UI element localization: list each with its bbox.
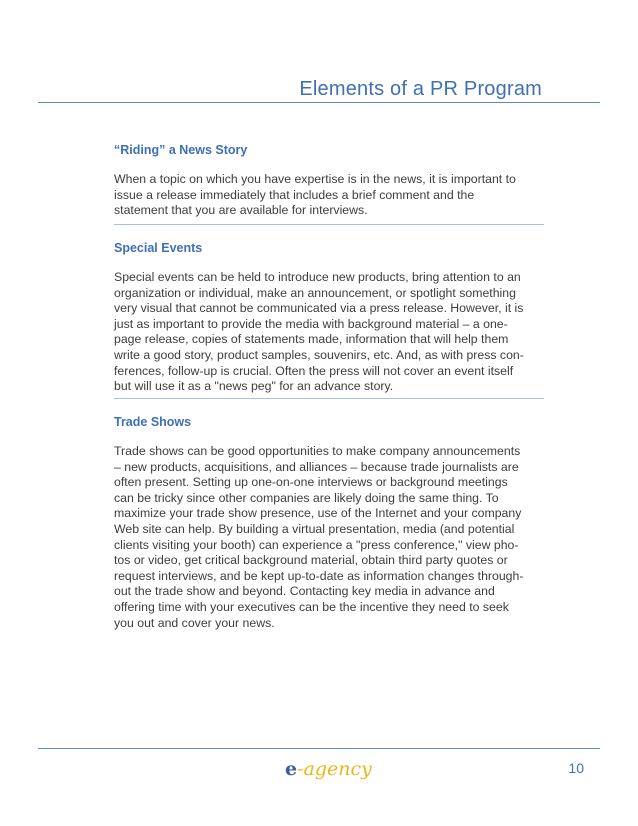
e-agency-logo [285, 758, 372, 780]
section-divider [114, 224, 544, 225]
section-trade-shows [114, 414, 544, 631]
section-riding-news-story [114, 142, 544, 219]
section-heading: Trade Shows [114, 415, 192, 429]
logo-e: e [285, 758, 298, 780]
section-body: Trade shows can be good opportunities to make company announcements – new products, acquisitions, and alliances – because trade journalists are often present. Setting up one-on-one interviews or background meetings can be tricky since other companies are likely doing the same thing. To maximize your trade show presence, use of the Internet and your company Web site can help. By building a virtual presentation, media (and potential clients visiting your booth) can experience a "press conference," view pho- tos or video, get critical background material, obtain third party quotes or request interviews, and be kept up-to-date as information changes through- out the trade show and beyond. Contacting key media in advance and offering time with your executives can be the incentive they need to seek you out and cover your news. [114, 444, 524, 630]
page-title: Elements of a PR Program [299, 78, 542, 100]
header-rule [38, 102, 600, 103]
page-number: 10 [568, 760, 584, 776]
section-divider [114, 398, 544, 399]
footer-rule [38, 748, 600, 749]
section-special-events [114, 240, 544, 395]
section-heading: Special Events [114, 241, 203, 255]
section-body: When a topic on which you have expertise is in the news, it is important to issue a release immediately that includes a brief comment and the statement that you are available for interviews. [114, 172, 516, 218]
section-heading: “Riding” a News Story [114, 143, 248, 157]
section-body: Special events can be held to introduce new products, bring attention to an organization or individual, make an announcement, or spotlight something very visual that cannot be communicated via a press release. However, it is just as important to provide the media with background material – a one- page release, copies of statements made, information that will help them write a good story, product samples, souvenirs, etc. And, as with press con- ferences, follow-up is crucial. Often the press will not cover an event itself but will use it as a "news peg" for an advance story. [114, 270, 524, 394]
logo-agency: -agency [297, 758, 372, 780]
